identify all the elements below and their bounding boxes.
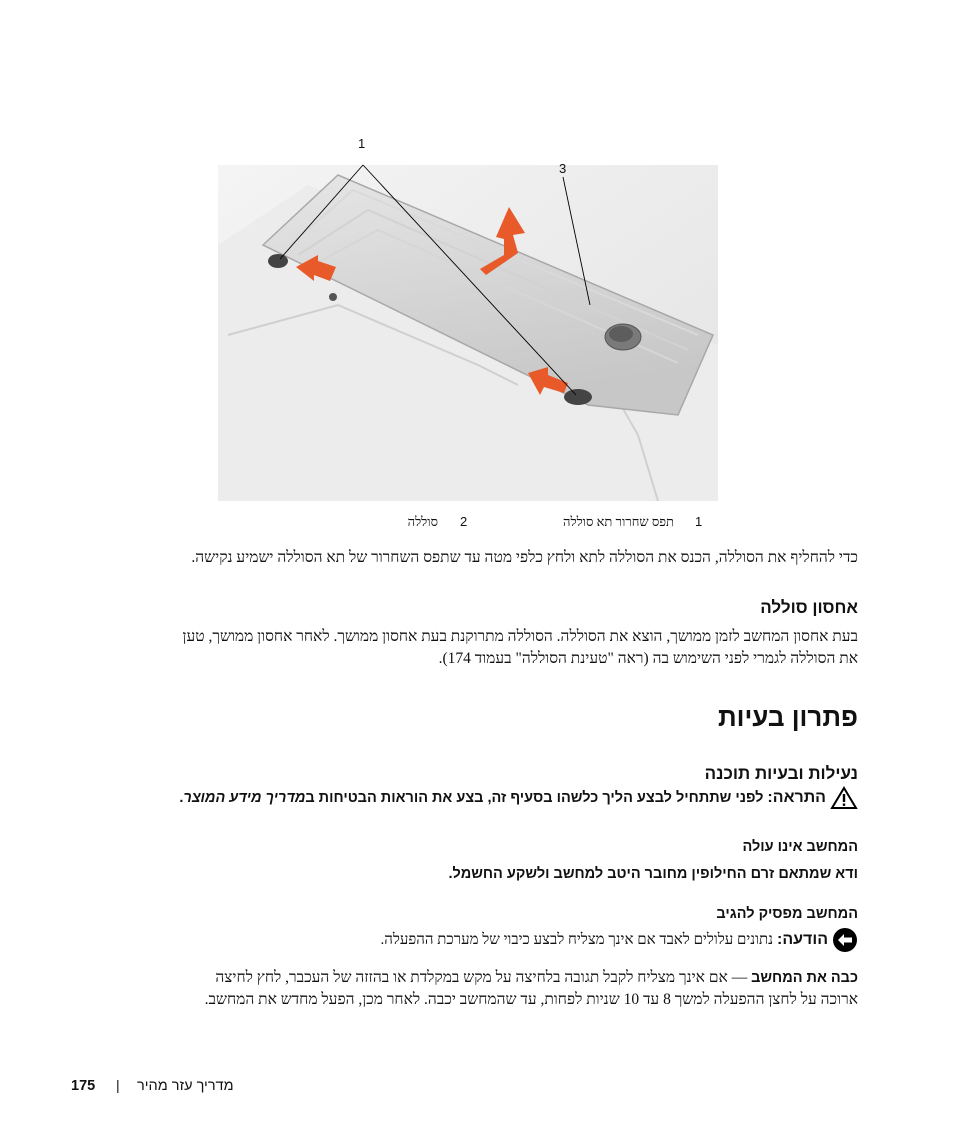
storage-heading: אחסון סוללה [760, 598, 858, 617]
not-responding-heading: המחשב מפסיק להגיב [716, 906, 858, 922]
legend-label-2: סוללה [407, 514, 438, 529]
screw [329, 293, 337, 301]
battery-charge-gauge-button-top [609, 326, 633, 342]
storage-paragraph [98, 626, 858, 670]
legend-number-2: 2 [460, 514, 468, 529]
legend-label-1: תפס שחרור תא סוללה [563, 514, 674, 529]
caution-text-end: . [179, 790, 184, 806]
battery-figure [218, 135, 718, 501]
caution-note [88, 786, 858, 810]
turn-off-label: כבה את המחשב [751, 970, 858, 986]
notice-icon [832, 927, 858, 953]
storage-line-2: את הסוללה לגמרי לפני השימוש בה (ראה "טעינת הסוללה" בעמוד 174). [438, 650, 858, 667]
notice-label: הודעה: [777, 931, 828, 948]
release-latch-right [564, 389, 592, 405]
callout-number-1: 1 [358, 136, 366, 151]
not-starting-heading: המחשב אינו עולה [742, 839, 858, 855]
page-title: פתרון בעיות [717, 702, 858, 732]
caution-text-italic: מדריך מידע המוצר [183, 790, 306, 806]
battery-illustration [218, 135, 718, 501]
turn-off-line-1 [88, 967, 858, 989]
turn-off-line-1-text: — אם אינך מצליח לקבל תגובה בלחיצה על מקש במקלדת או בהזזה של העכבר, לחץ לחיצה [215, 969, 752, 986]
legend-number-1: 1 [695, 514, 703, 529]
release-latch-left [268, 254, 288, 268]
storage-line-1: בעת אחסון המחשב לזמן ממושך, הוצא את הסוללה. הסוללה מתרוקנת בעת אחסון ממושך. לאחר אחסון ממושך, טען [182, 628, 858, 645]
notice-note [88, 927, 858, 953]
intro-paragraph: כדי להחליף את הסוללה, הכנס את הסוללה לתא ולחץ כלפי מטה עד שתפס השחרור של תא הסוללה ישמיע נקישה. [191, 549, 858, 566]
lockups-heading: נעילות ובעיות תוכנה [704, 764, 858, 783]
caution-label: התראה: [767, 789, 826, 806]
page-number: 175 [71, 1078, 96, 1094]
notice-text: נתונים עלולים לאבד אם אינך מצליח לבצע כיבוי של מערכת ההפעלה. [380, 931, 774, 948]
footer-guide-title: מדריך עזר מהיר [137, 1078, 234, 1094]
turn-off-line-2: ארוכה על לחצן ההפעלה למשך 8 עד 10 שניות לפחות, עד שהמחשב יכבה. לאחר מכן, הפעל מחדש את המחשב. [204, 991, 858, 1008]
footer-separator: | [116, 1077, 120, 1093]
caution-text [179, 790, 763, 806]
caution-text-main: לפני שתתחיל לבצע הליך כלשהו בסעיף זה, בצע את הוראות הבטיחות ב [305, 790, 764, 806]
callout-number-3: 3 [559, 161, 567, 176]
turn-off-paragraph [88, 967, 858, 1011]
not-starting-text: ודא שמתאם זרם החילופין מחובר היטב למחשב ולשקע החשמל. [448, 866, 858, 882]
caution-icon [830, 786, 858, 810]
